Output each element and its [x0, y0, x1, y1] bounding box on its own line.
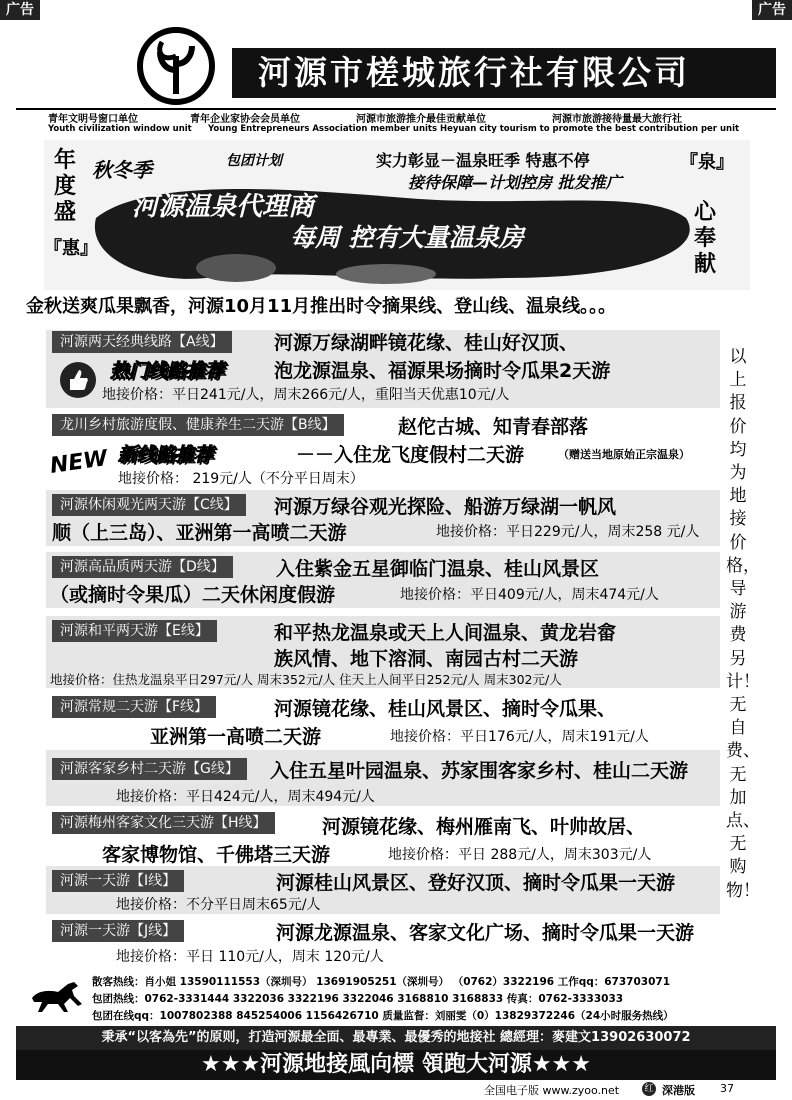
- banner-season: 秋冬季: [92, 158, 152, 182]
- left-vertical-3: 盛: [54, 200, 77, 225]
- right-vertical-1: 『泉』: [680, 152, 734, 173]
- route-b-line-1: 赵佗古城、知青春部落: [398, 416, 589, 438]
- route-e-line-2: 族风情、地下溶洞、南园古村二天游: [274, 648, 579, 670]
- route-a-label: 河源两天经典线路【A线】: [52, 331, 232, 353]
- motto-bar: 秉承“以客為先”的原则，打造河源最全面、最專業、最優秀的地接社 總經理：麥建文13902630072: [16, 1026, 776, 1050]
- page-number: 37: [720, 1082, 734, 1095]
- route-d-label: 河源高品质两天游【D线】: [52, 556, 233, 578]
- right-vertical-4: 献: [694, 252, 717, 277]
- route-g-label: 河源客家乡村二天游【G线】: [52, 758, 247, 780]
- bottom-slogan: ★★★河源地接風向標 領跑大河源★★★: [16, 1050, 776, 1080]
- route-i-label: 河源一天游【I线】: [52, 870, 184, 892]
- company-name: 河源市槎城旅行社有限公司: [258, 53, 690, 92]
- route-h-price: 地接价格：平日 288元/人，周末303元/人: [388, 847, 652, 863]
- route-d-line-1: 入住紫金五星御临门温泉、桂山风景区: [276, 558, 600, 580]
- route-a-line-1: 河源万绿湖畔镜花缘、桂山好汉顶、: [274, 332, 579, 354]
- route-i-price: 地接价格：不分平日周末65元/人: [116, 897, 321, 913]
- new-badge: NEW: [48, 446, 110, 479]
- route-h-line-2: 客家博物馆、千佛塔三天游: [102, 844, 331, 866]
- credential-en: Young Entrepreneurs Association member units: [208, 124, 438, 134]
- price-note-vertical: 以上报价均为地接价格，导游费另计！无自费、无加点、无购物！: [726, 347, 760, 901]
- right-vertical-2: 心: [694, 200, 717, 225]
- route-e-line-1: 和平热龙温泉或天上人间温泉、黄龙岩畲: [274, 622, 617, 644]
- left-vertical-2: 度: [54, 174, 77, 199]
- banner-headline-1: 河源温泉代理商: [132, 192, 315, 222]
- horse-icon: [28, 976, 86, 1016]
- route-h-line-1: 河源镜花缘、梅州雁南飞、叶帅故居、: [322, 816, 646, 838]
- route-a-price: 地接价格：平日241元/人，周末266元/人，重阳当天优惠10元/人: [102, 387, 510, 403]
- route-e-label: 河源和平两天游【E线】: [52, 620, 217, 642]
- thumbs-up-icon: [58, 360, 98, 400]
- route-f-label: 河源常规二天游【F线】: [52, 696, 216, 718]
- footer-region: 深港版: [662, 1084, 695, 1097]
- route-g-price: 地接价格：平日424元/人，周末494元/人: [116, 789, 375, 805]
- credential: 青年企业家协会会员单位: [190, 114, 300, 125]
- contact-individual: 散客热线：肖小姐 13590111553（深圳号） 13691905251（深圳号） （0762）3322196 工作qq：673703071: [92, 976, 671, 988]
- route-c-price: 地接价格：平日229元/人，周末258 元/人: [436, 524, 700, 540]
- route-c-line-2: 顺（上三岛）、亚洲第一高喷二天游: [52, 522, 347, 544]
- route-b-price: 地接价格： 219元/人（不分平日周末）: [118, 471, 364, 487]
- credential: 河源市旅游推介最佳贡献单位: [356, 114, 486, 125]
- credential: 青年文明号窗口单位: [48, 114, 138, 125]
- route-g-line-1: 入住五星叶园温泉、苏家围客家乡村、桂山二天游: [270, 760, 689, 782]
- credential-en: Youth civilization window unit: [48, 124, 192, 134]
- hot-route-badge: 热门线路推荐: [110, 360, 225, 382]
- route-j-price: 地接价格：平日 110元/人，周末 120元/人: [116, 949, 384, 965]
- company-logo: [136, 26, 216, 106]
- route-a-line-2: 泡龙源温泉、福源果场摘时令瓜果2天游: [274, 360, 611, 382]
- route-b-line-2: －－入住龙飞度假村二天游: [296, 444, 525, 466]
- route-f-price: 地接价格：平日176元/人，周末191元/人: [390, 729, 649, 745]
- new-route-badge: 新线路推荐: [118, 444, 214, 466]
- right-vertical-3: 奉: [694, 226, 717, 251]
- route-j-label: 河源一天游【J线】: [52, 920, 184, 942]
- ad-tag-right: 广告: [752, 0, 792, 20]
- left-vertical-1: 年: [54, 148, 77, 173]
- footer-badge: 红: [642, 1082, 656, 1096]
- route-j-line-1: 河源龙源温泉、客家文化广场、摘时令瓜果一天游: [276, 922, 695, 944]
- route-h-label: 河源梅州客家文化三天游【H线】: [52, 812, 275, 834]
- route-c-label: 河源休闲观光两天游【C线】: [52, 494, 246, 516]
- credential-en: Heyuan city tourism to promote the best contribution per unit: [440, 124, 740, 134]
- contact-qq: 包团在线qq：1007802388 845254006 1156426710 质量监督：刘丽雯（0）13829372246（24小时服务热线）: [92, 1010, 674, 1022]
- route-e-price: 地接价格：住热龙温泉平日297元/人 周末352元/人 住天上人间平日252元/人 周末302元/人: [50, 672, 562, 687]
- route-d-line-2: （或摘时令果瓜）二天休闲度假游: [50, 584, 336, 606]
- credential: 河源市旅游接待量最大旅行社: [552, 114, 682, 125]
- ad-tag-left: 广告: [0, 0, 40, 20]
- banner-plan: 包团计划: [226, 153, 282, 169]
- route-i-line-1: 河源桂山风景区、登好汉顶、摘时令瓜果一天游: [276, 872, 676, 894]
- route-f-line-1: 河源镜花缘、桂山风景区、摘时令瓜果、: [274, 698, 617, 720]
- route-b-label: 龙川乡村旅游度假、健康养生二天游【B线】: [52, 414, 344, 436]
- left-vertical-4: 『惠』: [44, 238, 98, 259]
- route-c-line-1: 河源万绿谷观光探险、船游万绿湖一帆风: [274, 496, 617, 518]
- slogan: 金秋送爽瓜果飘香，河源10月11月推出时令摘果线、登山线、温泉线。。。: [26, 296, 617, 317]
- footer-edition: 全国电子版 www.zyoo.net: [484, 1084, 620, 1097]
- route-b-gift: （赠送当地原始正宗温泉）: [558, 448, 690, 461]
- banner-headline-2: 每周 控有大量温泉房: [290, 223, 524, 252]
- banner-tag-1: 实力彰显－温泉旺季 特惠不停: [376, 151, 590, 170]
- banner-tag-2: 接待保障—计划控房 批发推广: [408, 173, 622, 192]
- route-d-price: 地接价格：平日409元/人，周末474元/人: [400, 587, 659, 603]
- route-f-line-2: 亚洲第一高喷二天游: [150, 726, 322, 748]
- contact-group: 包团热线：0762-3331444 3322036 3322196 3322046 3168810 3168833 传真：0762-3333033: [92, 993, 624, 1005]
